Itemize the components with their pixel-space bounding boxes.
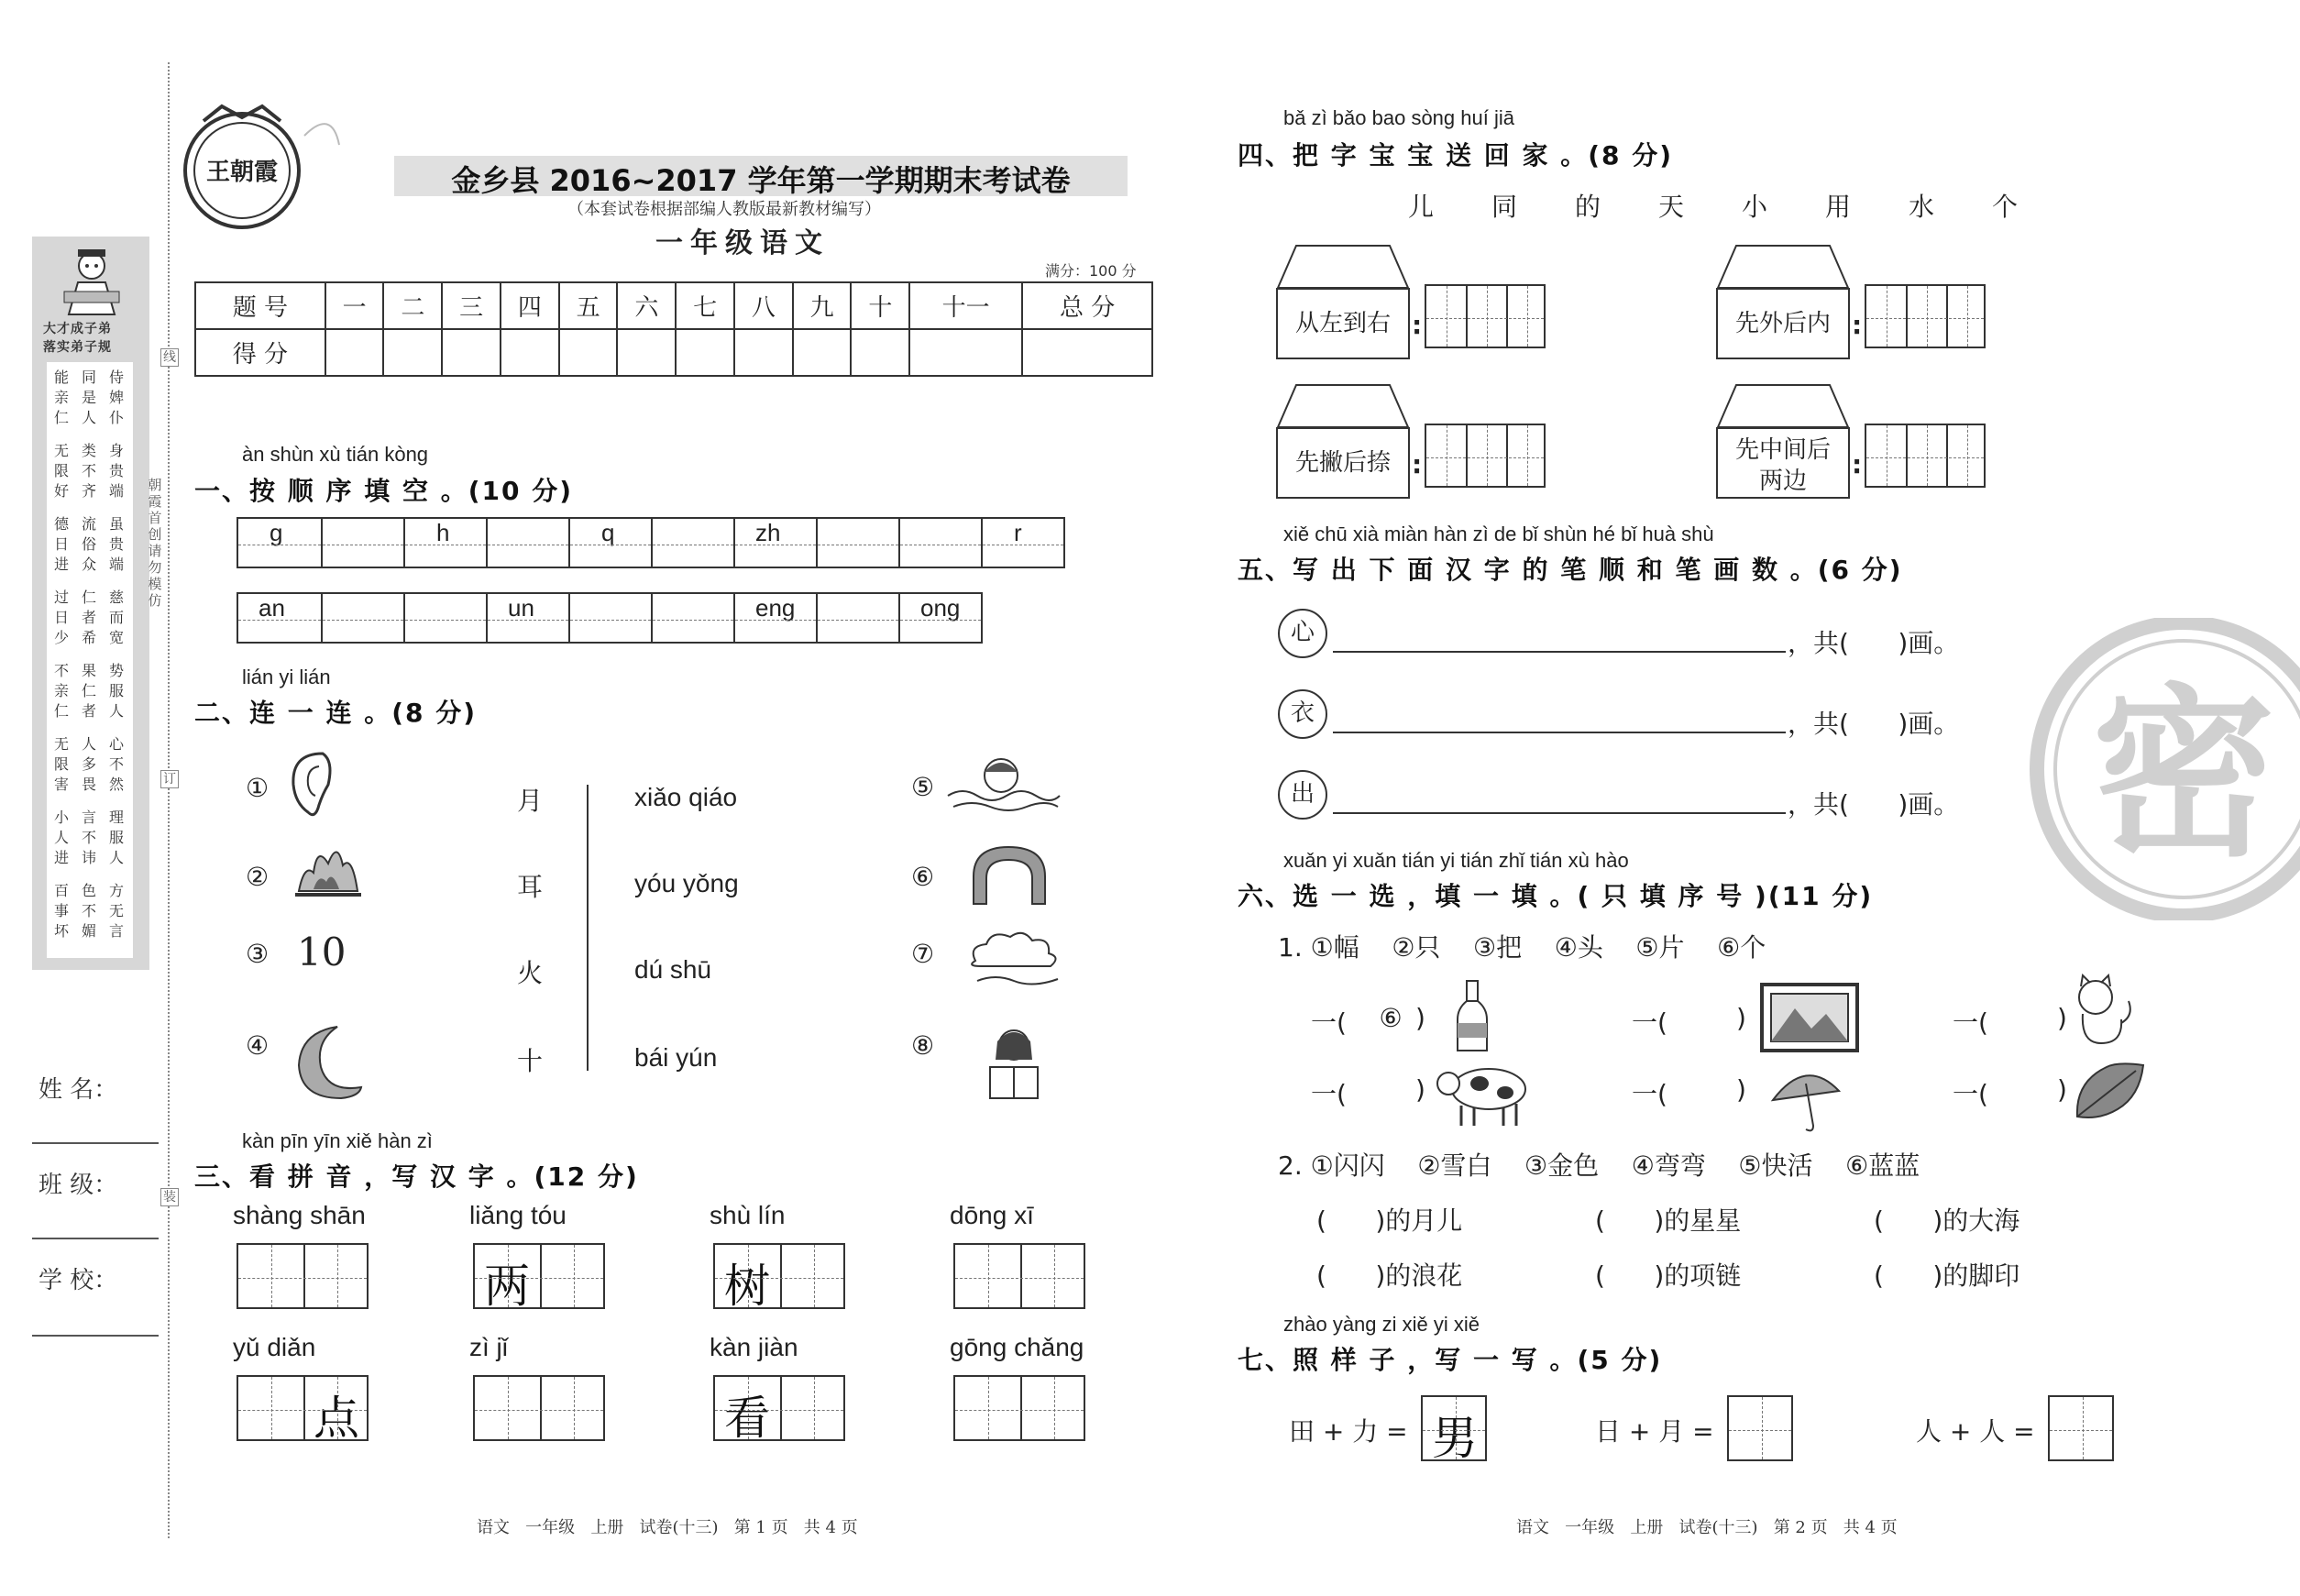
logo-text: 王朝霞 — [205, 159, 279, 186]
q6-heading: 六、选 一 选 ，填 一 填 。( 只 填 序 号 )(11 分) — [1238, 881, 1874, 911]
poem-column: 势服人 — [109, 662, 125, 720]
grid-guide — [1426, 457, 1544, 458]
score-input-cell[interactable] — [617, 329, 676, 376]
score-header-cell: 四 — [501, 282, 559, 329]
q2-num-8: ⑧ — [911, 1030, 935, 1061]
q5-character-badge: 出 — [1278, 770, 1327, 820]
q6-pinyin: xuǎn yi xuǎn tián yi tián zhǐ tián xù hào — [1283, 849, 1629, 872]
written-character: 点 — [314, 1392, 359, 1445]
sequence-cell[interactable] — [816, 519, 898, 567]
name-label: 姓 名： — [39, 1076, 118, 1104]
grid-guide — [574, 1245, 575, 1307]
poem-column: 言不讳 — [82, 809, 97, 866]
sequence-cell: q — [568, 519, 651, 567]
score-input-cell[interactable] — [793, 329, 852, 376]
q6-blank-close: ) — [2057, 1074, 2067, 1105]
sequence-cell: zh — [733, 519, 816, 567]
q6-blank-open: 一( — [1632, 1007, 1667, 1038]
q3-pinyin: kàn pīn yīn xiě hàn zì — [242, 1129, 433, 1152]
sequence-cell: g — [238, 519, 321, 567]
grid-divider — [780, 1377, 782, 1439]
q3-pinyin-prompt: yǔ diǎn — [233, 1333, 316, 1361]
q7-equation-3: 人 + 人 = — [1916, 1416, 2035, 1447]
q6-line1-options: 1. ①幅 ②只 ③把 ④头 ⑤片 ⑥个 — [1278, 932, 1766, 963]
grid-divider — [1906, 425, 1908, 486]
sequence-cell: un — [486, 594, 568, 642]
painting-picture — [1758, 981, 1861, 1054]
q5-character-badge: 衣 — [1278, 689, 1327, 739]
exam-subject: 一年级语文 — [655, 227, 830, 259]
footer-right: 语文 一年级 上册 试卷(十三) 第 2 页 共 4 页 — [1516, 1518, 1898, 1537]
score-input-cell[interactable] — [383, 329, 442, 376]
q2-num-4: ④ — [246, 1030, 270, 1061]
q2-num-7: ⑦ — [911, 939, 935, 969]
q3-pinyin-prompt: shù lín — [710, 1201, 786, 1229]
q4-character: 天 — [1658, 192, 1685, 222]
sidebar-panel — [32, 237, 149, 970]
q2-num-3: ③ — [246, 939, 270, 969]
exam-subtitle: （本套试卷根据部编人教版最新教材编写） — [567, 200, 881, 219]
grid-guide — [475, 1410, 603, 1411]
q3-pinyin-prompt: shàng shān — [233, 1201, 366, 1229]
poem-column: 不亲仁 — [54, 662, 70, 720]
q3-writing-box[interactable] — [953, 1243, 1085, 1309]
score-header-cell: 总 分 — [1022, 282, 1152, 329]
grid-divider — [1466, 425, 1468, 486]
grid-guide — [988, 1245, 989, 1307]
q1-sequence-row-2 — [237, 592, 983, 644]
q3-writing-box[interactable] — [237, 1243, 369, 1309]
written-character: 两 — [484, 1260, 530, 1313]
class-label: 班 级： — [39, 1172, 118, 1199]
grid-divider — [1020, 1377, 1022, 1439]
school-field[interactable] — [32, 1335, 159, 1337]
poem-column: 能亲仁 — [54, 369, 70, 426]
score-header-cell: 九 — [793, 282, 852, 329]
q7-equation-2: 日 + 月 = — [1595, 1416, 1714, 1447]
q4-character: 个 — [1992, 192, 2019, 222]
score-header-cell: 一 — [325, 282, 384, 329]
swimmer-picture — [944, 752, 1063, 816]
q5-pinyin: xiě chū xià miàn hàn zì de bǐ shùn hé bǐ huà shù — [1283, 523, 1714, 545]
q3-writing-box[interactable] — [473, 1375, 605, 1441]
umbrella-picture — [1769, 1063, 1843, 1135]
q5-stroke-order-line[interactable] — [1333, 732, 1786, 733]
grid-guide — [1729, 1430, 1791, 1431]
grid-guide — [814, 1245, 815, 1307]
score-input-cell[interactable] — [851, 329, 909, 376]
score-header-cell: 十一 — [909, 282, 1022, 329]
poem-column: 果仁者 — [82, 662, 97, 720]
q7-answer-box[interactable] — [2048, 1395, 2114, 1461]
q1-heading: 一、按 顺 序 填 空 。(10 分) — [194, 476, 574, 506]
q4-house-label: 先中间后两边 — [1716, 427, 1850, 499]
score-input-cell[interactable] — [734, 329, 793, 376]
grid-guide — [1426, 318, 1544, 319]
q2-char-fire: 火 — [517, 958, 544, 988]
grid-guide — [1967, 286, 1968, 347]
q6-blank-open: 一( — [1953, 1079, 1988, 1109]
moon-picture — [292, 1023, 365, 1102]
q2-pinyin-cloud: bái yún — [634, 1043, 718, 1072]
written-character: 男 — [1432, 1412, 1478, 1465]
q3-heading: 三、看 拼 音 ，写 汉 字 。(12 分) — [194, 1161, 639, 1192]
q5-stroke-order-line[interactable] — [1333, 651, 1786, 653]
grid-divider — [1506, 425, 1508, 486]
q4-answer-box[interactable] — [1865, 424, 1986, 488]
grid-guide — [955, 1410, 1084, 1411]
colon: : — [1852, 449, 1863, 479]
cow-picture — [1436, 1056, 1531, 1129]
q6-phrase-blank[interactable]: ( )的脚印 — [1874, 1260, 2020, 1291]
grid-guide — [508, 1377, 509, 1439]
school-label: 学 校： — [39, 1267, 118, 1294]
written-character: 树 — [724, 1260, 770, 1313]
q6-phrase-blank[interactable]: ( )的项链 — [1595, 1260, 1742, 1291]
sequence-cell[interactable] — [403, 594, 486, 642]
grid-guide — [2050, 1430, 2112, 1431]
grid-divider — [540, 1377, 542, 1439]
q4-house-label: 先撇后捺 — [1276, 427, 1410, 499]
q4-answer-box[interactable] — [1865, 284, 1986, 348]
score-table — [194, 281, 1153, 377]
q4-character: 水 — [1909, 192, 1935, 222]
grid-divider — [1946, 286, 1948, 347]
bottle-picture — [1454, 977, 1491, 1054]
q2-pinyin-bridge: xiǎo qiáo — [634, 783, 738, 811]
grid-guide — [1487, 286, 1488, 347]
q2-char-ear: 耳 — [517, 872, 544, 902]
q2-pinyin: lián yi lián — [242, 666, 331, 688]
q2-number-ten: 10 — [297, 930, 347, 974]
q4-house-label: 从左到右 — [1276, 288, 1410, 359]
reading-girl-picture — [977, 1023, 1051, 1106]
sequence-cell: h — [403, 519, 486, 567]
full-score: 满分：100 分 — [1045, 262, 1137, 280]
poem-column: 人多畏 — [82, 735, 97, 793]
grid-guide — [988, 1377, 989, 1439]
poem-column: 仁者希 — [82, 589, 97, 646]
cloud-picture — [959, 924, 1065, 994]
grid-guide — [1762, 1397, 1763, 1459]
score-value-row — [195, 329, 1152, 376]
q5-stroke-count-blank[interactable]: ，共( )画。 — [1788, 709, 1960, 739]
grid-guide — [1487, 425, 1488, 486]
notice-vertical: 朝霞首创 请勿模仿 — [148, 477, 162, 609]
q2-num-6: ⑥ — [911, 862, 935, 892]
exam-title: 金乡县 2016~2017 学年第一学期期末考试卷 — [451, 163, 1071, 198]
sequence-cell: an — [238, 594, 321, 642]
poem-column: 心不然 — [109, 735, 125, 793]
q3-pinyin-prompt: gōng chǎng — [950, 1333, 1084, 1361]
q2-num-5: ⑤ — [911, 772, 935, 802]
q1-sequence-row-1 — [237, 517, 1065, 568]
grid-guide — [715, 1410, 843, 1411]
sequence-cell[interactable] — [651, 519, 733, 567]
q2-pinyin-swim: yóu yǒng — [634, 869, 739, 897]
poem-column: 流俗众 — [82, 515, 97, 573]
binding-mark-line: 线 — [160, 348, 179, 367]
sidebar-motto-1: 大才成子弟 — [43, 322, 112, 336]
q7-answer-box[interactable] — [1727, 1395, 1793, 1461]
q6-phrase-blank[interactable]: ( )的浪花 — [1316, 1260, 1463, 1291]
poem-column: 慈而宽 — [109, 589, 125, 646]
q7-heading: 七、照 样 子 ，写 一 写 。(5 分) — [1238, 1345, 1663, 1375]
grid-divider — [1506, 286, 1508, 347]
written-character: 看 — [724, 1392, 770, 1445]
poem-column: 百事坏 — [54, 882, 70, 940]
sequence-cell[interactable] — [568, 594, 651, 642]
q6-blank-close: ) — [1415, 1003, 1425, 1033]
q3-pinyin-prompt: liǎng tóu — [469, 1201, 567, 1229]
sequence-cell[interactable] — [486, 519, 568, 567]
leaf-picture — [2072, 1060, 2147, 1126]
score-input-cell[interactable] — [325, 329, 384, 376]
grid-divider — [1466, 286, 1468, 347]
q4-house-label: 先外后内 — [1716, 288, 1850, 359]
q6-blank-close: ) — [1736, 1074, 1746, 1105]
q1-pinyin: àn shùn xù tián kòng — [242, 443, 429, 466]
q4-answer-box[interactable] — [1425, 424, 1546, 488]
q4-character: 用 — [1825, 192, 1852, 222]
q3-writing-box[interactable] — [713, 1243, 845, 1313]
q6-blank-open: 一( — [1311, 1007, 1347, 1038]
q6-phrase-blank[interactable]: ( )的星星 — [1595, 1205, 1742, 1236]
poem-column: 同是人 — [82, 369, 97, 426]
binding-mark-order: 订 — [160, 770, 179, 788]
poem-column: 虽贵端 — [109, 515, 125, 573]
sequence-cell: ong — [898, 594, 981, 642]
grid-divider — [303, 1245, 305, 1307]
q6-blank-close: ) — [1736, 1003, 1746, 1033]
grid-guide — [238, 1410, 367, 1411]
grid-divider — [540, 1245, 542, 1307]
sequence-cell: r — [981, 519, 1063, 567]
q5-heading: 五、写 出 下 面 汉 字 的 笔 顺 和 笔 画 数 。(6 分) — [1238, 555, 1903, 585]
logo-emblem — [176, 99, 341, 237]
score-input-cell[interactable] — [501, 329, 559, 376]
sequence-cell: eng — [733, 594, 816, 642]
q6-blank-close: ) — [2057, 1003, 2067, 1033]
grid-guide — [814, 1377, 815, 1439]
poem-column: 身贵端 — [109, 442, 125, 500]
q3-writing-box[interactable] — [713, 1375, 845, 1445]
q7-pinyin: zhào yàng zi xiě yi xiě — [1283, 1313, 1480, 1336]
grid-guide — [475, 1278, 603, 1279]
score-header-cell: 六 — [617, 282, 676, 329]
poem-column: 无限好 — [54, 442, 70, 500]
q6-phrase-blank[interactable]: ( )的大海 — [1874, 1205, 2020, 1236]
fire-picture — [286, 836, 370, 900]
sequence-cell[interactable] — [898, 519, 981, 567]
colon: : — [1852, 310, 1863, 340]
sidebar-motto-2: 落实弟子规 — [43, 340, 112, 355]
q3-pinyin-prompt: kàn jiàn — [710, 1333, 798, 1361]
grid-guide — [271, 1245, 272, 1307]
q5-stroke-order-line[interactable] — [1333, 812, 1786, 814]
q5-stroke-count-blank[interactable]: ，共( )画。 — [1788, 628, 1960, 658]
q3-writing-box[interactable] — [473, 1243, 605, 1313]
q6-blank-open: 一( — [1632, 1079, 1667, 1109]
q4-character: 同 — [1491, 192, 1518, 222]
q2-num-1: ① — [246, 773, 270, 803]
q2-heading: 二、连 一 连 。(8 分) — [194, 698, 478, 728]
q2-char-moon: 月 — [517, 786, 544, 816]
q6-line2-options: 2. ①闪闪 ②雪白 ③金色 ④弯弯 ⑤快活 ⑥蓝蓝 — [1278, 1150, 1920, 1181]
q2-divider — [587, 785, 589, 1071]
sequence-cell[interactable] — [651, 594, 733, 642]
score-input-cell[interactable] — [1022, 329, 1152, 376]
score-header-cell: 三 — [442, 282, 501, 329]
q6-blank-close: ) — [1415, 1074, 1425, 1105]
q4-answer-box[interactable] — [1425, 284, 1546, 348]
colon: : — [1412, 449, 1423, 479]
q2-num-2: ② — [246, 862, 270, 892]
score-header-cell: 十 — [851, 282, 909, 329]
grid-divider — [1020, 1245, 1022, 1307]
sequence-cell[interactable] — [816, 594, 898, 642]
q4-pinyin: bǎ zì bǎo bao sòng huí jiā — [1283, 106, 1514, 129]
grid-guide — [1527, 286, 1528, 347]
score-input-cell[interactable] — [909, 329, 1022, 376]
grid-guide — [1054, 1377, 1055, 1439]
grid-guide — [1527, 425, 1528, 486]
class-field[interactable] — [32, 1238, 159, 1239]
grid-divider — [780, 1245, 782, 1307]
grid-guide — [1054, 1245, 1055, 1307]
poem-column: 过日少 — [54, 589, 70, 646]
sidebar-poem-box — [47, 362, 133, 958]
score-header-label: 题 号 — [195, 282, 325, 329]
score-header-cell: 五 — [559, 282, 618, 329]
q7-answer-box[interactable] — [1421, 1395, 1487, 1465]
kitten-picture — [2068, 974, 2134, 1047]
grid-guide — [1927, 425, 1928, 486]
score-header-row — [195, 282, 1152, 329]
watermark-seal — [2028, 618, 2300, 920]
grid-guide — [2083, 1397, 2084, 1459]
poem-column: 色不媚 — [82, 882, 97, 940]
q3-pinyin-prompt: zì jǐ — [469, 1333, 508, 1361]
poem-column: 无限害 — [54, 735, 70, 793]
q6-blank-open: 一( — [1311, 1079, 1347, 1109]
poem-column: 方无言 — [109, 882, 125, 940]
q2-char-ten: 十 — [517, 1046, 544, 1076]
sequence-cell[interactable] — [321, 594, 403, 642]
grid-guide — [715, 1278, 843, 1279]
q4-character: 小 — [1742, 192, 1768, 222]
score-input-cell[interactable] — [442, 329, 501, 376]
q2-pinyin-read: dú shū — [634, 955, 712, 984]
q5-stroke-count-blank[interactable]: ，共( )画。 — [1788, 789, 1960, 820]
poem-column: 类不齐 — [82, 442, 97, 500]
grid-divider — [303, 1377, 305, 1439]
name-field[interactable] — [32, 1142, 159, 1144]
q6-blank-input[interactable]: ⑥ — [1379, 1003, 1403, 1033]
binding-dotted-line — [168, 62, 170, 1538]
poem-column: 德日进 — [54, 515, 70, 573]
q4-heading: 四、把 字 宝 宝 送 回 家 。(8 分) — [1238, 140, 1674, 171]
poem-column: 侍婢仆 — [109, 369, 125, 426]
binding-mark-bind: 装 — [160, 1188, 179, 1206]
grid-guide — [337, 1245, 338, 1307]
grid-guide — [1866, 318, 1984, 319]
q6-phrase-blank[interactable]: ( )的月儿 — [1316, 1205, 1463, 1236]
score-input-cell[interactable] — [676, 329, 734, 376]
grid-guide — [271, 1377, 272, 1439]
poem-column: 理服人 — [109, 809, 125, 866]
q4-character: 的 — [1575, 192, 1601, 222]
grid-guide — [1967, 425, 1968, 486]
score-header-cell: 七 — [676, 282, 734, 329]
q3-writing-box[interactable] — [953, 1375, 1085, 1441]
scholar-illustration — [60, 246, 124, 319]
grid-guide — [1423, 1430, 1485, 1431]
grid-guide — [1927, 286, 1928, 347]
sequence-cell[interactable] — [321, 519, 403, 567]
q3-pinyin-prompt: dōng xī — [950, 1201, 1034, 1229]
grid-guide — [1866, 457, 1984, 458]
footer-left: 语文 一年级 上册 试卷(十三) 第 1 页 共 4 页 — [477, 1518, 858, 1537]
score-header-cell: 二 — [383, 282, 442, 329]
q4-character: 儿 — [1408, 192, 1435, 222]
grid-guide — [238, 1278, 367, 1279]
q6-blank-open: 一( — [1953, 1007, 1988, 1038]
grid-guide — [574, 1377, 575, 1439]
grid-divider — [1906, 286, 1908, 347]
score-input-cell[interactable] — [559, 329, 618, 376]
score-row-label: 得 分 — [195, 329, 325, 376]
q5-character-badge: 心 — [1278, 609, 1327, 658]
poem-column: 小人进 — [54, 809, 70, 866]
watermark-text: 密 — [2091, 668, 2276, 882]
ear-picture — [286, 748, 337, 821]
grid-guide — [955, 1278, 1084, 1279]
q3-writing-box[interactable] — [237, 1375, 369, 1445]
grid-divider — [1946, 425, 1948, 486]
score-header-cell: 八 — [734, 282, 793, 329]
colon: : — [1412, 310, 1423, 340]
q7-equation-1: 田 + 力 = — [1289, 1416, 1408, 1447]
bridge-picture — [968, 840, 1051, 908]
